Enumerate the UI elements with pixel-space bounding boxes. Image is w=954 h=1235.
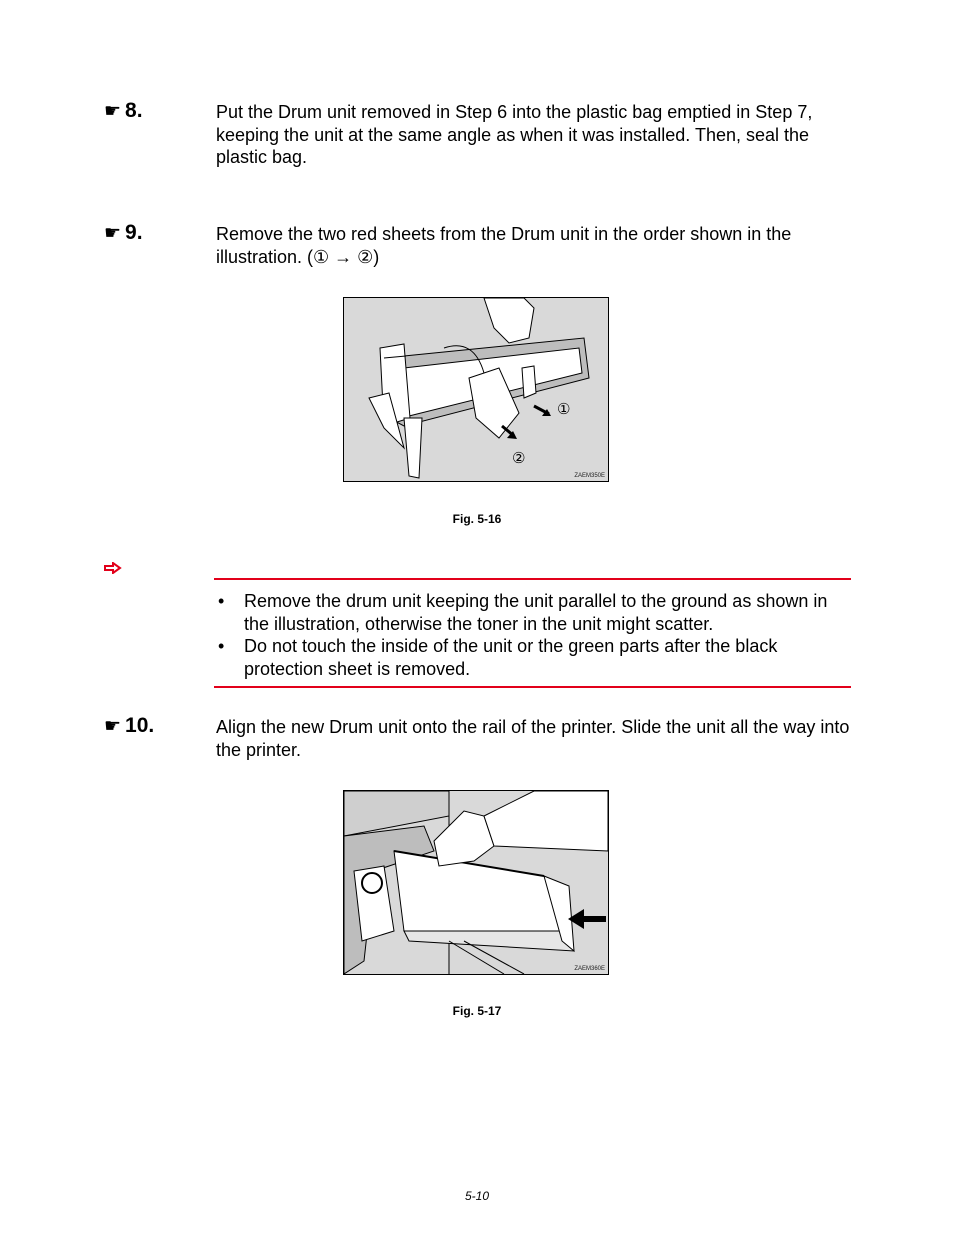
step-8-text: Put the Drum unit removed in Step 6 into the plastic bag emptied in Step 7, keeping the unit at the same angle as when it was installed. Then, seal the plastic bag. (216, 102, 813, 167)
callout-2: ② (512, 449, 526, 467)
step-10-marker (104, 714, 154, 738)
figure-code: ZAEM360E (574, 966, 605, 972)
callout-1: ① (557, 400, 571, 418)
list-item: • Do not touch the inside of the unit or the green parts after the black protection sheet is removed. (218, 636, 778, 679)
drum-unit-illustration (344, 298, 608, 481)
figure-insert-drum-unit (343, 790, 609, 975)
caution-arrow-icon (104, 562, 122, 574)
step-9-marker (104, 221, 143, 245)
step-8-marker (104, 99, 143, 123)
page-number: 5-10 (464, 1189, 490, 1203)
figure-caption: Fig. 5-16 (452, 512, 502, 526)
drum-insert-illustration (344, 791, 608, 974)
figure-code: ZAEM350E (574, 473, 605, 479)
note-top-rule (214, 578, 851, 580)
figure-drum-unit-red-sheets (343, 297, 609, 482)
pointing-hand-icon: ☛ (104, 223, 122, 244)
pointing-hand-icon: ☛ (104, 716, 122, 737)
pointing-hand-icon: ☛ (104, 101, 122, 122)
step-10-text: Align the new Drum unit onto the rail of the printer. Slide the unit all the way into the printer. (216, 717, 850, 760)
step-number: 9. (125, 221, 143, 244)
step-number: 8. (125, 99, 143, 122)
list-item: • Remove the drum unit keeping the unit parallel to the ground as shown in the illustration, otherwise the toner in the unit might scatter. (218, 591, 828, 634)
note-list (218, 590, 848, 680)
step-number: 10. (125, 714, 155, 737)
step-9-text: Remove the two red sheets from the Drum unit in the order shown in the illustration. (① → ②) (216, 224, 792, 267)
note-bottom-rule (214, 686, 851, 688)
figure-caption: Fig. 5-17 (452, 1004, 502, 1018)
